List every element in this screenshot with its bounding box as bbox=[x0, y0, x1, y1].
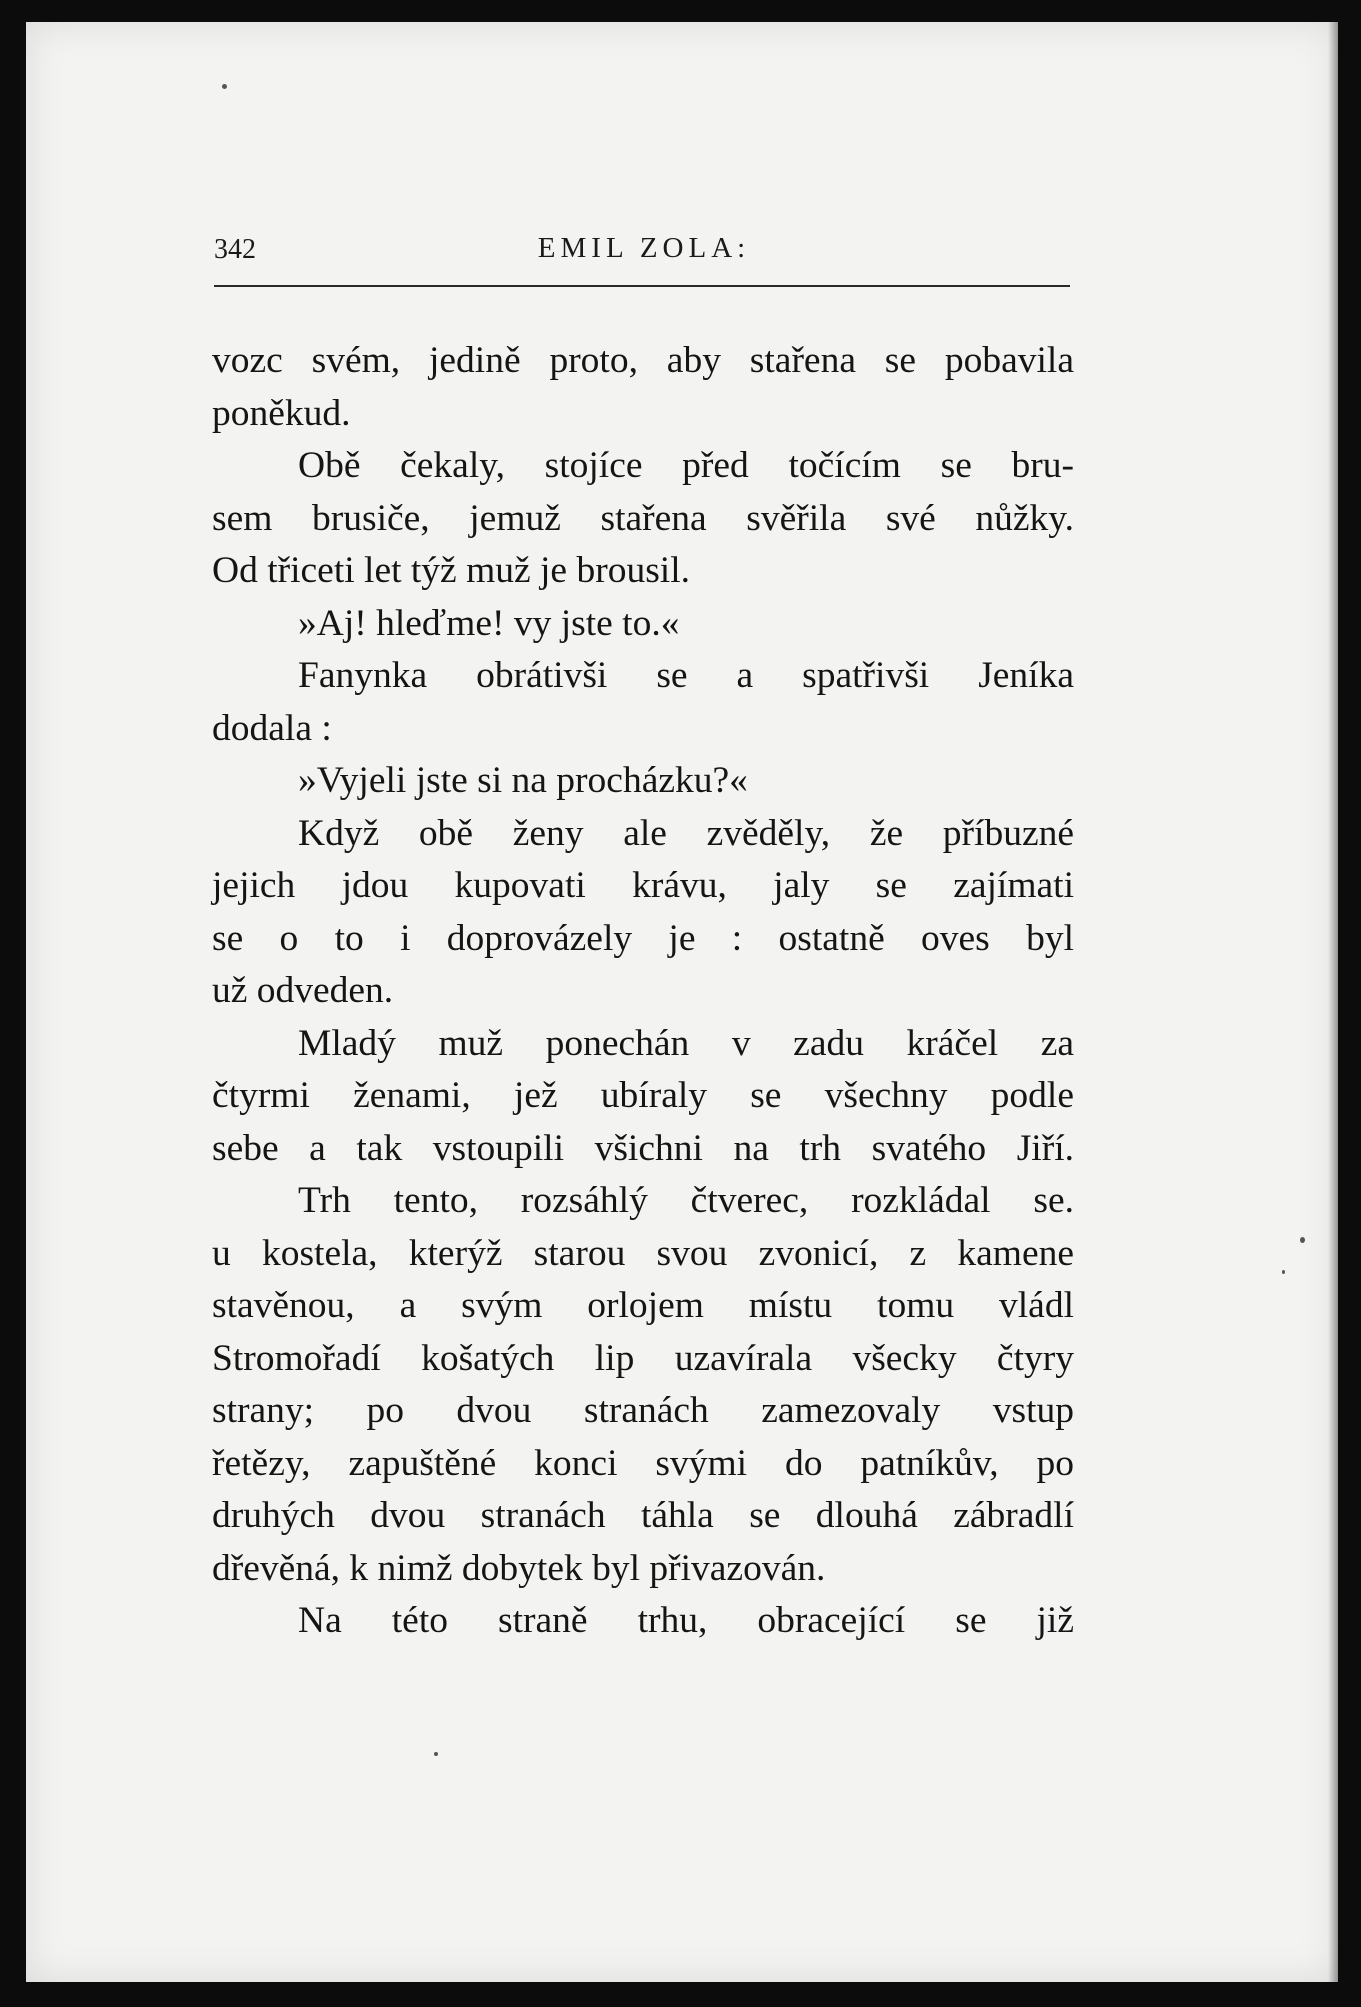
text-line: Obě čekaly, stojíce před točícím se bru- bbox=[298, 445, 1074, 486]
page-header bbox=[214, 210, 1074, 270]
running-title: EMIL ZOLA: bbox=[537, 232, 751, 264]
text-line: už odveden. bbox=[212, 970, 394, 1011]
page-number: 342 bbox=[214, 234, 256, 265]
text-line: dodala : bbox=[212, 707, 332, 749]
text-line: vozc svém, jedině proto, aby stařena se pobavila bbox=[212, 340, 1074, 381]
text-line: řetězy, zapuštěné konci svými do patníkův, po bbox=[212, 1442, 1074, 1484]
text-line: u kostela, kterýž starou svou zvonicí, z kamene bbox=[212, 1232, 1074, 1274]
text-line: »Vyjeli jste si na procházku?« bbox=[298, 760, 748, 801]
text-line: Stromořadí košatých lip uzavírala všecky čtyry bbox=[212, 1337, 1074, 1379]
text-line: »Aj! hleďme! vy jste to.« bbox=[298, 602, 680, 644]
text-line: druhých dvou stranách táhla se dlouhá zábradlí bbox=[212, 1495, 1074, 1536]
paper-speck bbox=[434, 1752, 438, 1756]
paper-speck bbox=[222, 84, 227, 89]
text-line: poněkud. bbox=[212, 392, 351, 434]
text-line: Fanynka obrátivši se a spatřivši Jeníka bbox=[298, 655, 1074, 696]
text-line: sebe a tak vstoupili všichni na trh svatého Jiří. bbox=[212, 1127, 1074, 1169]
header-rule bbox=[214, 285, 1070, 287]
text-line: dřevěná, k nimž dobytek byl přivazován. bbox=[212, 1547, 826, 1589]
text-line: čtyrmi ženami, jež ubíraly se všechny podle bbox=[212, 1075, 1074, 1116]
body-text bbox=[212, 335, 1074, 1648]
text-line: se o to i doprovázely je : ostatně oves byl bbox=[212, 917, 1074, 959]
text-line: strany; po dvou stranách zamezovaly vstup bbox=[212, 1390, 1074, 1431]
paper-speck bbox=[1300, 1237, 1305, 1243]
text-line: Od třiceti let týž muž je brousil. bbox=[212, 550, 690, 591]
text-line: sem brusiče, jemuž stařena svěřila své nůžky. bbox=[212, 497, 1074, 539]
text-line: jejich jdou kupovati krávu, jaly se zajímati bbox=[212, 865, 1074, 906]
text-line: Když obě ženy ale zvěděly, že příbuzné bbox=[298, 812, 1074, 854]
text-line: Trh tento, rozsáhlý čtverec, rozkládal se. bbox=[298, 1180, 1074, 1221]
paper-speck bbox=[1282, 1270, 1285, 1274]
text-line: Mladý muž ponechán v zadu kráčel za bbox=[298, 1022, 1074, 1064]
text-line: Na této straně trhu, obracející se již bbox=[298, 1600, 1074, 1641]
text-line: stavěnou, a svým orlojem místu tomu vládl bbox=[212, 1285, 1074, 1326]
